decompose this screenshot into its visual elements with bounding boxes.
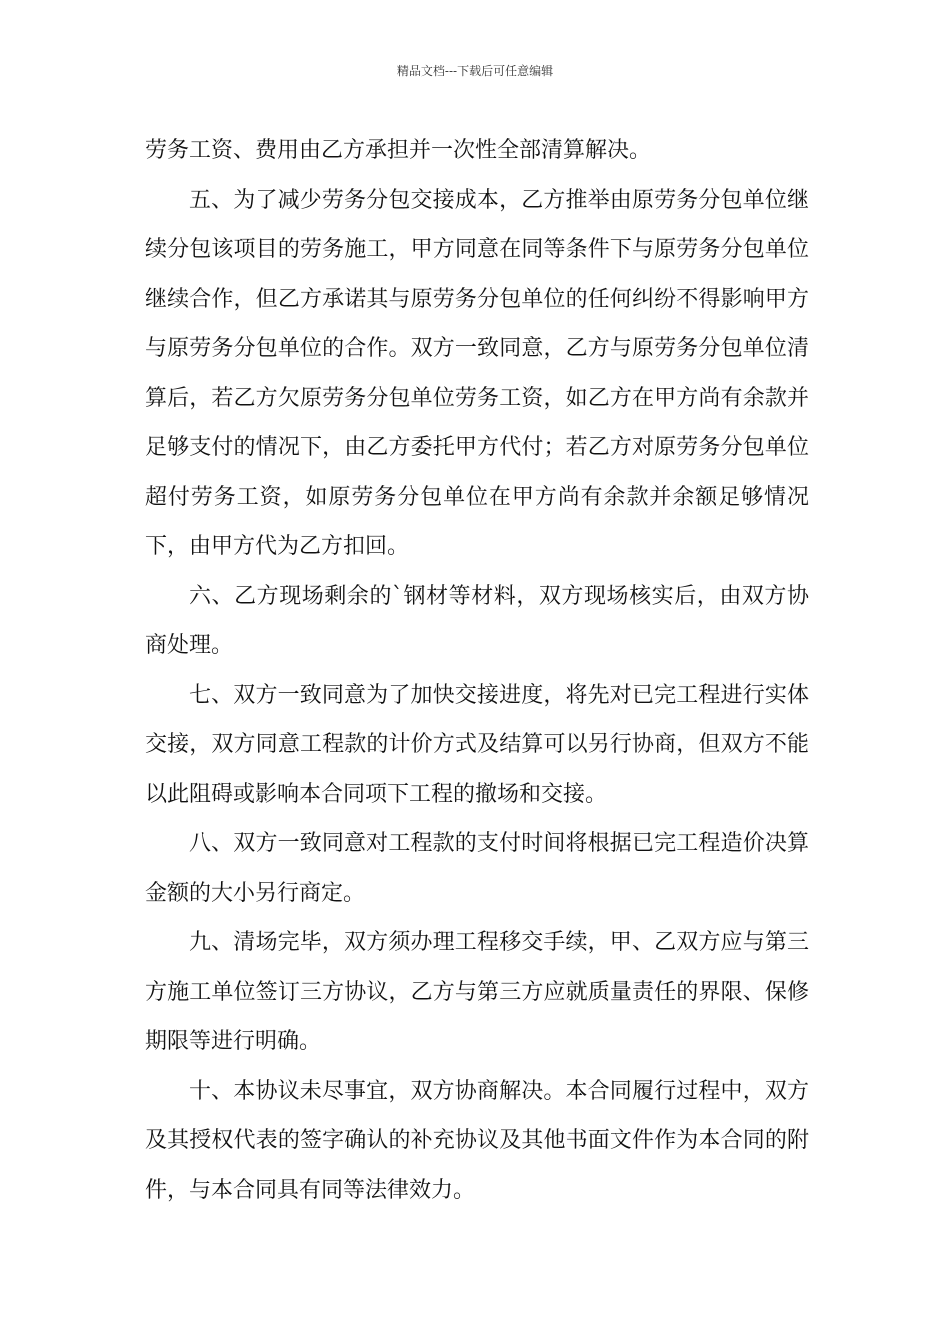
paragraph-clause-6: 六、乙方现场剩余的`钢材等材料，双方现场核实后，由双方协商处理。 bbox=[145, 583, 809, 658]
page-header: 精品文档---下载后可任意编辑 bbox=[396, 64, 554, 78]
paragraph-clause-9: 九、清场完毕，双方须办理工程移交手续，甲、乙双方应与第三方施工单位签订三方协议，乙方与第三方应就质量责任的界限、保修期限等进行明确。 bbox=[145, 930, 809, 1054]
paragraph-clause-5: 五、为了减少劳务分包交接成本，乙方推举由原劳务分包单位继续分包该项目的劳务施工，甲方同意在同等条件下与原劳务分包单位继续合作，但乙方承诺其与原劳务分包单位的任何纠纷不得影响甲方与原劳务分包单位的合作。双方一致同意，乙方与原劳务分包单位清算后，若乙方欠原劳务分包单位劳务工资，如乙方在甲方尚有余款并足够支付的情况下，由乙方委托甲方代付；若乙方对原劳务分包单位超付劳务工资，如原劳务分包单位在甲方尚有余款并余额足够情况下，由甲方代为乙方扣回。 bbox=[145, 187, 809, 559]
paragraph-clause-7: 七、双方一致同意为了加快交接进度，将先对已完工程进行实体交接，双方同意工程款的计价方式及结算可以另行协商，但双方不能以此阻碍或影响本合同项下工程的撤场和交接。 bbox=[145, 682, 809, 807]
paragraph-clause-10: 十、本协议未尽事宜，双方协商解决。本合同履行过程中，双方及其授权代表的签字确认的补充协议及其他书面文件作为本合同的附件，与本合同具有同等法律效力。 bbox=[145, 1078, 809, 1203]
paragraph-continuation: 劳务工资、费用由乙方承担并一次性全部清算解决。 bbox=[145, 138, 652, 163]
document-body bbox=[145, 126, 809, 1215]
paragraph-clause-8: 八、双方一致同意对工程款的支付时间将根据已完工程造价决算金额的大小另行商定。 bbox=[145, 831, 809, 906]
